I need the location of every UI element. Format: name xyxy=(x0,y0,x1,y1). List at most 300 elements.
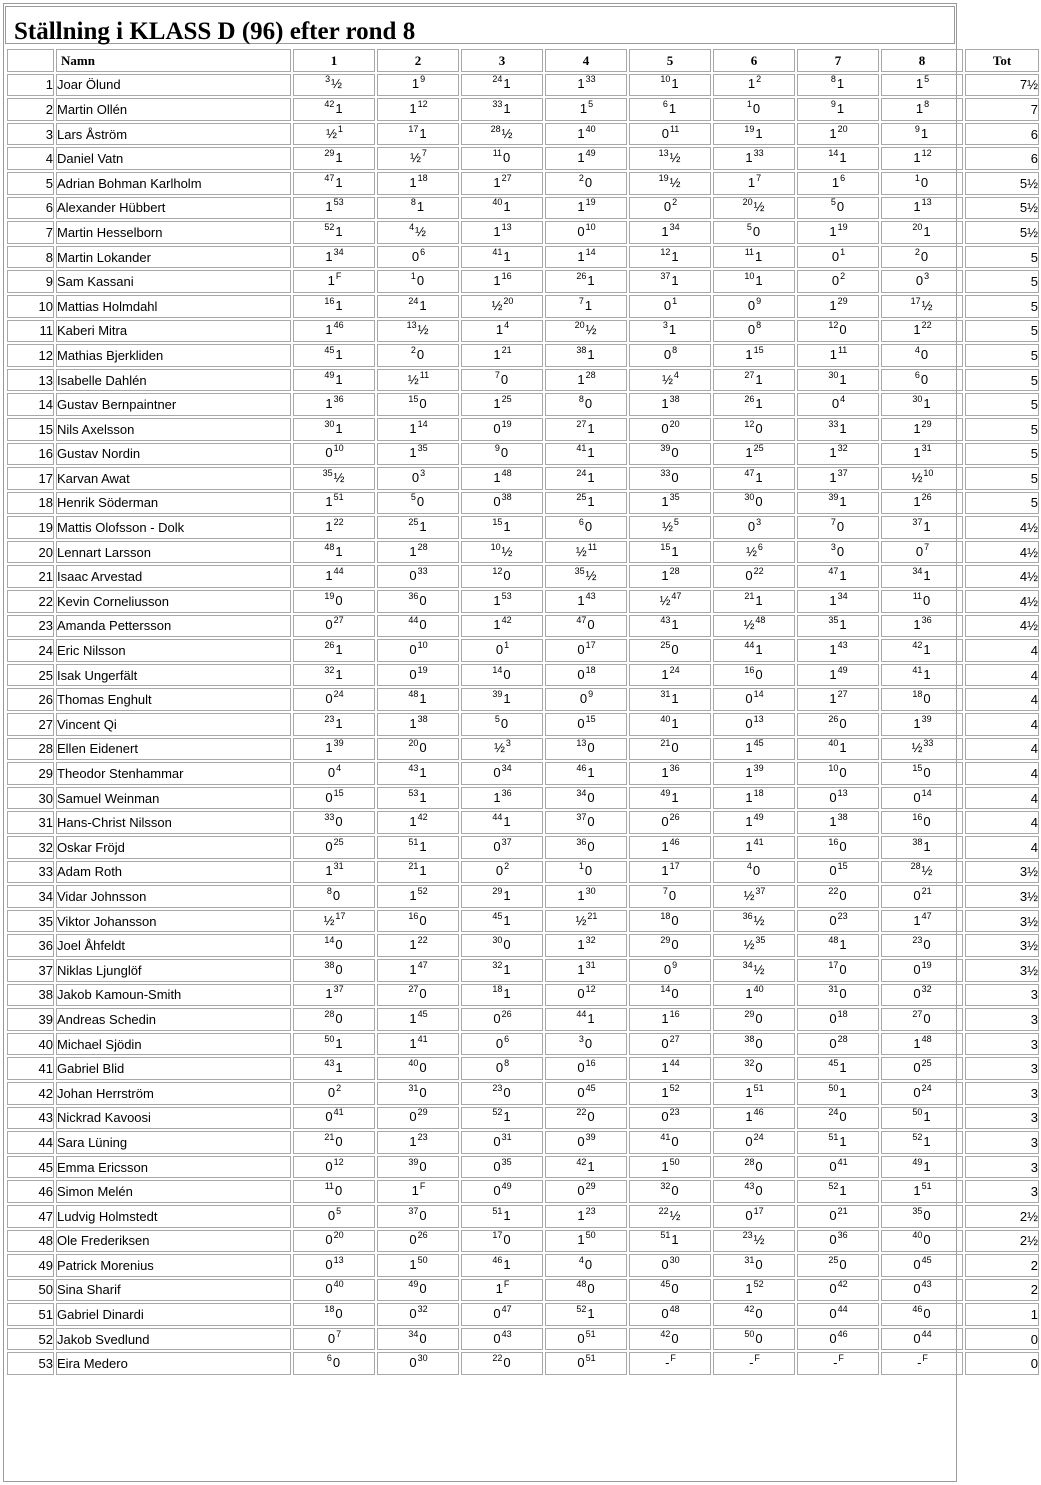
round-result xyxy=(713,762,795,785)
game-score: 1 xyxy=(671,248,679,264)
opponent-number: 10 xyxy=(333,443,344,454)
round-result xyxy=(881,1230,963,1253)
round-result xyxy=(545,664,627,687)
round-result xyxy=(797,984,879,1007)
round-result xyxy=(713,688,795,711)
opponent-number: 49 xyxy=(585,148,596,159)
game-score: 1 xyxy=(671,789,679,805)
game-score: 1 xyxy=(335,346,343,362)
opponent-number: 35 xyxy=(828,615,839,626)
total-points: 3½ xyxy=(965,861,1039,884)
game-score: 1 xyxy=(335,150,343,166)
opponent-number: 9 xyxy=(420,74,426,85)
round-result xyxy=(545,590,627,613)
game-score: 1 xyxy=(503,814,511,830)
round-result xyxy=(713,246,795,269)
opponent-number: 47 xyxy=(501,1304,512,1315)
opponent-number: 36 xyxy=(333,394,344,405)
round-result xyxy=(629,738,711,761)
round-result xyxy=(377,541,459,564)
game-score: 0 xyxy=(671,469,679,485)
opponent-number: 30 xyxy=(744,492,755,503)
round-result xyxy=(881,885,963,908)
rank-cell: 24 xyxy=(7,639,54,662)
table-row xyxy=(7,1156,1039,1179)
game-score: ½ xyxy=(575,912,587,928)
total-points: 2 xyxy=(965,1254,1039,1277)
game-score: 1 xyxy=(923,568,931,584)
round-result xyxy=(545,369,627,392)
opponent-number: 25 xyxy=(408,517,419,528)
round-result xyxy=(293,1352,375,1375)
header-nr xyxy=(7,49,54,72)
round-result xyxy=(545,172,627,195)
round-result xyxy=(293,762,375,785)
opponent-number: 11 xyxy=(837,344,848,355)
round-result xyxy=(629,443,711,466)
opponent-number: 21 xyxy=(660,738,671,749)
rank-cell: 42 xyxy=(7,1082,54,1105)
player-name: Simon Melén xyxy=(56,1180,291,1203)
opponent-number: 49 xyxy=(837,664,848,675)
opponent-number: 9 xyxy=(672,959,678,970)
opponent-number: 18 xyxy=(837,1008,848,1019)
round-result xyxy=(713,197,795,220)
round-result xyxy=(293,861,375,884)
opponent-number: 20 xyxy=(837,123,848,134)
opponent-number: 2 xyxy=(672,197,678,208)
opponent-number: 19 xyxy=(585,197,596,208)
opponent-number: 24 xyxy=(828,1107,839,1118)
round-result xyxy=(713,565,795,588)
round-result xyxy=(461,172,543,195)
opponent-number: 18 xyxy=(492,984,503,995)
total-points: 4 xyxy=(965,836,1039,859)
game-score: 1 xyxy=(661,568,669,584)
total-points: 4 xyxy=(965,639,1039,662)
opponent-number: 12 xyxy=(828,320,839,331)
game-score: - xyxy=(833,1355,838,1371)
rank-cell: 18 xyxy=(7,492,54,515)
opponent-number: 31 xyxy=(921,443,932,454)
opponent-number: 27 xyxy=(912,1008,923,1019)
game-score: 1 xyxy=(335,666,343,682)
table-row xyxy=(7,565,1039,588)
game-score: 1 xyxy=(913,420,921,436)
opponent-number: 45 xyxy=(921,1254,932,1265)
round-result xyxy=(545,197,627,220)
round-result xyxy=(377,369,459,392)
total-points: 5 xyxy=(965,270,1039,293)
game-score: 0 xyxy=(493,1010,501,1026)
round-result xyxy=(713,615,795,638)
round-result xyxy=(797,1008,879,1031)
opponent-number: 3 xyxy=(662,320,668,331)
table-row xyxy=(7,98,1039,121)
round-result xyxy=(377,246,459,269)
rank-cell: 8 xyxy=(7,246,54,269)
round-result xyxy=(797,1180,879,1203)
round-result xyxy=(545,1033,627,1056)
round-result xyxy=(545,492,627,515)
round-result xyxy=(881,221,963,244)
game-score: 0 xyxy=(671,912,679,928)
game-score: 0 xyxy=(839,838,847,854)
round-result xyxy=(713,590,795,613)
game-score: 1 xyxy=(493,617,501,633)
opponent-number: 51 xyxy=(753,1082,764,1093)
opponent-number: 17 xyxy=(335,910,346,921)
game-score: 1 xyxy=(836,100,845,116)
player-name: Theodor Stenhammar xyxy=(56,762,291,785)
table-row xyxy=(7,369,1039,392)
game-score: 0 xyxy=(829,1330,837,1346)
opponent-number: 48 xyxy=(828,935,839,946)
game-score: 0 xyxy=(416,273,425,289)
opponent-number: 13 xyxy=(576,738,587,749)
player-name: Kaberi Mitra xyxy=(56,320,291,343)
header-total: Tot xyxy=(965,49,1039,72)
round-result xyxy=(797,1230,879,1253)
game-score: ½ xyxy=(743,887,755,903)
table-row xyxy=(7,270,1039,293)
opponent-number: 39 xyxy=(408,1156,419,1167)
opponent-number: 12 xyxy=(333,1156,344,1167)
round-result xyxy=(377,344,459,367)
opponent-number: 29 xyxy=(921,418,932,429)
game-score: 1 xyxy=(409,1133,417,1149)
player-name: Patrick Morenius xyxy=(56,1254,291,1277)
rank-cell: 33 xyxy=(7,861,54,884)
opponent-number: 43 xyxy=(324,1058,335,1069)
round-result xyxy=(293,910,375,933)
opponent-number: 14 xyxy=(828,148,839,159)
rank-cell: 14 xyxy=(7,393,54,416)
game-score: ½ xyxy=(659,592,671,608)
game-score: 1 xyxy=(325,740,333,756)
opponent-number: 26 xyxy=(576,271,587,282)
rank-cell: 5 xyxy=(7,172,54,195)
opponent-number: 35 xyxy=(501,1156,512,1167)
game-score: 1 xyxy=(923,1109,931,1125)
game-score: 1 xyxy=(327,273,335,289)
opponent-number: 3 xyxy=(325,74,331,85)
game-score: 0 xyxy=(577,1133,585,1149)
rank-cell: 51 xyxy=(7,1303,54,1326)
opponent-number: 48 xyxy=(501,467,512,478)
game-score: 1 xyxy=(577,371,585,387)
opponent-number: 7 xyxy=(578,295,584,306)
round-result xyxy=(545,344,627,367)
round-result xyxy=(881,1057,963,1080)
total-points: 4 xyxy=(965,762,1039,785)
round-result xyxy=(629,615,711,638)
opponent-number: 44 xyxy=(333,566,344,577)
opponent-number: 1 xyxy=(410,271,416,282)
game-score: 0 xyxy=(829,1306,837,1322)
game-score: 0 xyxy=(920,346,929,362)
table-row xyxy=(7,1008,1039,1031)
game-score: 1 xyxy=(661,223,669,239)
game-score: 1 xyxy=(755,592,763,608)
game-score: 1 xyxy=(503,1256,511,1272)
opponent-number: F xyxy=(754,1353,760,1364)
game-score: 1 xyxy=(409,174,417,190)
round-result xyxy=(881,516,963,539)
opponent-number: 14 xyxy=(492,664,503,675)
opponent-number: 37 xyxy=(333,984,344,995)
game-score: 1 xyxy=(839,1060,847,1076)
opponent-number: 32 xyxy=(744,1058,755,1069)
round-result xyxy=(377,762,459,785)
game-score: 1 xyxy=(419,691,427,707)
opponent-number: 40 xyxy=(492,197,503,208)
game-score: 0 xyxy=(661,1306,669,1322)
game-score: 0 xyxy=(923,691,931,707)
round-result xyxy=(293,885,375,908)
opponent-number: 50 xyxy=(669,1156,680,1167)
table-row xyxy=(7,541,1039,564)
opponent-number: 39 xyxy=(921,713,932,724)
round-result xyxy=(713,74,795,97)
opponent-number: 37 xyxy=(755,885,766,896)
game-score: 0 xyxy=(752,223,761,239)
round-result xyxy=(629,984,711,1007)
round-result xyxy=(713,221,795,244)
opponent-number: 26 xyxy=(324,640,335,651)
opponent-number: 23 xyxy=(417,1131,428,1142)
game-score: 1 xyxy=(493,174,501,190)
opponent-number: 2 xyxy=(840,271,846,282)
round-result xyxy=(461,295,543,318)
rank-cell: 23 xyxy=(7,615,54,638)
game-score: 0 xyxy=(671,937,679,953)
round-result xyxy=(629,861,711,884)
table-row xyxy=(7,1303,1039,1326)
opponent-number: 12 xyxy=(585,984,596,995)
opponent-number: 23 xyxy=(324,713,335,724)
game-score: 0 xyxy=(671,740,679,756)
round-result xyxy=(881,246,963,269)
opponent-number: 37 xyxy=(408,1205,419,1216)
opponent-number: 25 xyxy=(576,492,587,503)
game-score: ½ xyxy=(415,223,426,239)
game-score: 0 xyxy=(829,1158,837,1174)
game-score: 1 xyxy=(829,691,837,707)
opponent-number: 22 xyxy=(828,885,839,896)
opponent-number: 13 xyxy=(658,148,669,159)
round-result xyxy=(881,270,963,293)
round-result xyxy=(629,1082,711,1105)
total-points: 4 xyxy=(965,787,1039,810)
opponent-number: 45 xyxy=(585,1082,596,1093)
round-result xyxy=(377,1328,459,1351)
round-result xyxy=(713,443,795,466)
rank-cell: 9 xyxy=(7,270,54,293)
total-points: 4 xyxy=(965,664,1039,687)
opponent-number: 17 xyxy=(910,295,921,306)
game-score: ½ xyxy=(921,297,933,313)
opponent-number: 19 xyxy=(501,418,512,429)
round-result xyxy=(629,270,711,293)
round-result xyxy=(881,172,963,195)
round-result xyxy=(377,836,459,859)
game-score: 1 xyxy=(579,100,588,116)
total-points: 3 xyxy=(965,1180,1039,1203)
rank-cell: 6 xyxy=(7,197,54,220)
opponent-number: 10 xyxy=(417,640,428,651)
player-name: Ludvig Holmstedt xyxy=(56,1205,291,1228)
opponent-number: 51 xyxy=(333,492,344,503)
round-result xyxy=(881,861,963,884)
round-result xyxy=(461,98,543,121)
player-name: Kevin Corneliusson xyxy=(56,590,291,613)
game-score: 0 xyxy=(755,666,763,682)
opponent-number: 50 xyxy=(417,1254,428,1265)
total-points: 5½ xyxy=(965,221,1039,244)
opponent-number: 22 xyxy=(417,935,428,946)
opponent-number: 37 xyxy=(501,836,512,847)
opponent-number: 33 xyxy=(324,812,335,823)
player-name: Adam Roth xyxy=(56,861,291,884)
round-result xyxy=(881,443,963,466)
opponent-number: 10 xyxy=(490,541,501,552)
opponent-number: 41 xyxy=(660,1131,671,1142)
round-result xyxy=(629,590,711,613)
opponent-number: 26 xyxy=(501,1008,512,1019)
round-result xyxy=(713,1008,795,1031)
opponent-number: 7 xyxy=(494,369,500,380)
opponent-number: 5 xyxy=(336,1205,342,1216)
round-result xyxy=(881,1205,963,1228)
game-score: 0 xyxy=(493,1158,501,1174)
rank-cell: 17 xyxy=(7,467,54,490)
opponent-number: 9 xyxy=(588,689,594,700)
opponent-number: 42 xyxy=(912,640,923,651)
game-score: ½ xyxy=(669,150,681,166)
game-score: 1 xyxy=(836,76,845,92)
opponent-number: 3 xyxy=(505,738,511,749)
round-result xyxy=(545,98,627,121)
table-row xyxy=(7,344,1039,367)
game-score: 1 xyxy=(839,420,847,436)
game-score: 0 xyxy=(495,863,504,879)
game-score: 0 xyxy=(913,1281,921,1297)
round-result xyxy=(461,541,543,564)
game-score: 0 xyxy=(839,1109,847,1125)
total-points: 5 xyxy=(965,246,1039,269)
opponent-number: 46 xyxy=(669,836,680,847)
total-points: 4 xyxy=(965,688,1039,711)
player-name: Lennart Larsson xyxy=(56,541,291,564)
game-score: 0 xyxy=(587,789,595,805)
game-score: 0 xyxy=(493,765,501,781)
round-result xyxy=(713,984,795,1007)
total-points: 5 xyxy=(965,344,1039,367)
round-result xyxy=(713,1279,795,1302)
game-score: 1 xyxy=(829,642,837,658)
opponent-number: 14 xyxy=(921,787,932,798)
rank-cell: 37 xyxy=(7,959,54,982)
game-score: 0 xyxy=(327,765,336,781)
round-result xyxy=(797,418,879,441)
game-score: 0 xyxy=(335,814,343,830)
total-points: 3½ xyxy=(965,934,1039,957)
game-score: 1 xyxy=(661,1010,669,1026)
game-score: 0 xyxy=(829,1035,837,1051)
opponent-number: 4 xyxy=(840,394,846,405)
rank-cell: 31 xyxy=(7,811,54,834)
rank-cell: 45 xyxy=(7,1156,54,1179)
opponent-number: 27 xyxy=(501,172,512,183)
game-score: 1 xyxy=(335,1035,343,1051)
total-points: 5½ xyxy=(965,197,1039,220)
game-score: 0 xyxy=(500,715,509,731)
opponent-number: 32 xyxy=(492,959,503,970)
opponent-number: 48 xyxy=(669,1304,680,1315)
opponent-number: 47 xyxy=(324,172,335,183)
rank-cell: 10 xyxy=(7,295,54,318)
total-points: 5 xyxy=(965,467,1039,490)
game-score: 1 xyxy=(419,125,427,141)
opponent-number: 1 xyxy=(504,640,510,651)
round-result xyxy=(293,221,375,244)
round-result xyxy=(881,959,963,982)
opponent-number: 5 xyxy=(673,517,679,528)
opponent-number: 40 xyxy=(408,1058,419,1069)
opponent-number: 25 xyxy=(660,640,671,651)
opponent-number: 26 xyxy=(417,1230,428,1241)
total-points: 5 xyxy=(965,295,1039,318)
game-score: 1 xyxy=(745,814,753,830)
round-result xyxy=(881,1008,963,1031)
table-row xyxy=(7,1230,1039,1253)
round-result xyxy=(377,787,459,810)
round-result xyxy=(797,541,879,564)
round-result xyxy=(881,688,963,711)
game-score: 0 xyxy=(831,273,840,289)
round-result xyxy=(629,1131,711,1154)
header-name: Namn xyxy=(56,49,291,72)
game-score: 1 xyxy=(419,838,427,854)
round-result xyxy=(545,959,627,982)
opponent-number: 34 xyxy=(576,787,587,798)
game-score: 1 xyxy=(745,346,753,362)
game-score: 1 xyxy=(409,887,417,903)
opponent-number: 27 xyxy=(576,418,587,429)
table-row xyxy=(7,74,1039,97)
round-result xyxy=(797,492,879,515)
opponent-number: 42 xyxy=(744,1304,755,1315)
player-name: Niklas Ljunglöf xyxy=(56,959,291,982)
opponent-number: 9 xyxy=(756,295,762,306)
opponent-number: 45 xyxy=(492,910,503,921)
opponent-number: 28 xyxy=(324,1008,335,1019)
game-score: 0 xyxy=(755,1060,763,1076)
round-result xyxy=(377,123,459,146)
round-result xyxy=(797,74,879,97)
opponent-number: 37 xyxy=(660,271,671,282)
round-result xyxy=(461,959,543,982)
game-score: 1 xyxy=(755,273,763,289)
rank-cell: 38 xyxy=(7,984,54,1007)
opponent-number: 5 xyxy=(830,197,836,208)
opponent-number: 36 xyxy=(501,787,512,798)
round-result xyxy=(461,615,543,638)
round-result xyxy=(377,1131,459,1154)
game-score: 0 xyxy=(920,371,929,387)
round-result xyxy=(545,1254,627,1277)
